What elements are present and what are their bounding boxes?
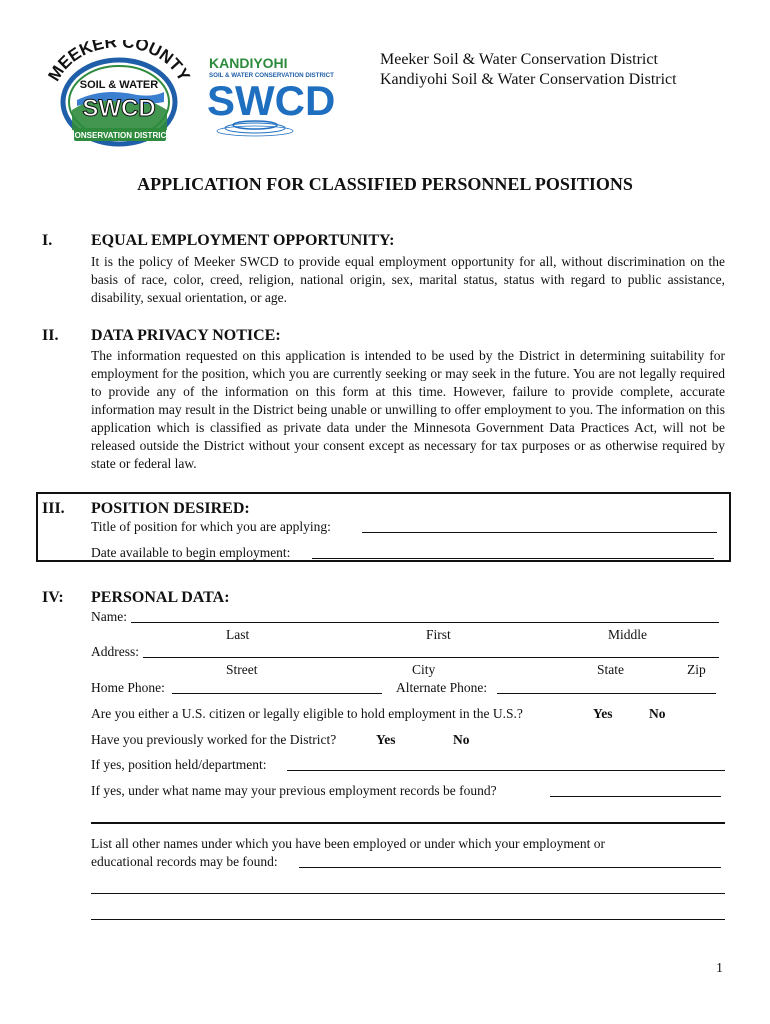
section-iv-numeral: IV: [42, 589, 64, 606]
address-label: Address: [91, 644, 139, 659]
other-names-field[interactable] [299, 867, 721, 868]
meeker-logo-bottom-text: CONSERVATION DISTRICT [68, 131, 172, 140]
alternate-phone-label: Alternate Phone: [396, 680, 488, 695]
section-ii-numeral: II. [42, 327, 59, 344]
name-last-caption: Last [226, 627, 250, 642]
citizen-no-option[interactable]: No [649, 706, 666, 721]
other-names-label-line1: List all other names under which you have been employed or under which your employment or [91, 836, 605, 851]
citizen-question: Are you either a U.S. citizen or legally eligible to hold employment in the U.S.? [91, 706, 523, 721]
kandiyohi-logo-main-text: SWCD [207, 77, 336, 124]
district-line-meeker: Meeker Soil & Water Conservation District [380, 51, 658, 68]
meeker-logo-main-text: SWCD [82, 95, 156, 122]
district-line-kandiyohi: Kandiyohi Soil & Water Conservation District [380, 71, 677, 88]
section-ii-body: The information requested on this application is intended to be used by the District in determining suitability for employment for the position, which you are currently seeking or may seek in the future. You are not legally required to provide any of the information on this form at this time. However, failure to provide complete, accurate information may result in the District being unable or unwilling to offer employment to you. The information on this application which is classified as private data under the Minnesota Government Data Practices Act, will not be released outside the District without your consent except as necessary for tax purposes or as otherwise required by state or federal law. [91, 348, 725, 471]
section-i-body: It is the policy of Meeker SWCD to provide equal employment opportunity for all, without discrimination on the basis of race, color, creed, religion, national origin, sex, marital status, status with regard to public assistance, disability, sexual orientation, or age. [91, 254, 725, 305]
previous-name-field[interactable] [550, 796, 721, 797]
other-names-field-line3[interactable] [91, 919, 725, 920]
meeker-logo [42, 40, 192, 150]
position-title-label: Title of position for which you are applying: [91, 519, 331, 534]
section-ii-heading: DATA PRIVACY NOTICE: [91, 327, 281, 344]
citizen-yes-option[interactable]: Yes [593, 706, 613, 721]
home-phone-label: Home Phone: [91, 680, 165, 695]
section-iv-heading: PERSONAL DATA: [91, 589, 230, 606]
section-iii-heading: POSITION DESIRED: [91, 500, 250, 517]
meeker-logo-graphic [42, 40, 192, 150]
kandiyohi-logo [205, 52, 345, 137]
position-title-field[interactable] [362, 532, 717, 533]
kandiyohi-logo-top-text: KANDIYOHI [209, 55, 288, 71]
date-available-label: Date available to begin employment: [91, 545, 291, 560]
home-phone-field[interactable] [172, 693, 382, 694]
meeker-logo-sub-text: SOIL & WATER [79, 79, 159, 91]
worked-question: Have you previously worked for the District? [91, 732, 337, 747]
previous-name-field-cont[interactable] [91, 822, 725, 824]
section-i-heading: EQUAL EMPLOYMENT OPPORTUNITY: [91, 232, 395, 249]
page-title: APPLICATION FOR CLASSIFIED PERSONNEL POSITIONS [137, 174, 633, 194]
name-middle-caption: Middle [608, 627, 647, 642]
district-names [380, 50, 677, 90]
name-first-caption: First [426, 627, 451, 642]
other-names-label-line2: educational records may be found: [91, 854, 278, 869]
page-number: 1 [716, 961, 723, 976]
date-available-field[interactable] [312, 558, 714, 559]
previous-name-label: If yes, under what name may your previous employment records be found? [91, 783, 497, 798]
name-field[interactable] [131, 622, 719, 623]
address-field[interactable] [143, 657, 719, 658]
alternate-phone-field[interactable] [497, 693, 716, 694]
section-iii-numeral: III. [42, 500, 65, 517]
section-i-numeral: I. [42, 232, 53, 249]
worked-yes-option[interactable]: Yes [376, 732, 396, 747]
kandiyohi-logo-sub-text: SOIL & WATER CONSERVATION DISTRICT [209, 72, 334, 79]
position-held-label: If yes, position held/department: [91, 757, 267, 772]
meeker-logo-arc-text: MEEKER COUNTY [44, 40, 192, 85]
name-label: Name: [91, 609, 127, 624]
address-city-caption: City [412, 662, 436, 677]
kandiyohi-logo-graphic [205, 52, 345, 137]
address-zip-caption: Zip [687, 662, 706, 677]
address-state-caption: State [597, 662, 624, 677]
address-street-caption: Street [226, 662, 258, 677]
position-held-field[interactable] [287, 770, 725, 771]
other-names-field-line2[interactable] [91, 893, 725, 894]
worked-no-option[interactable]: No [453, 732, 470, 747]
